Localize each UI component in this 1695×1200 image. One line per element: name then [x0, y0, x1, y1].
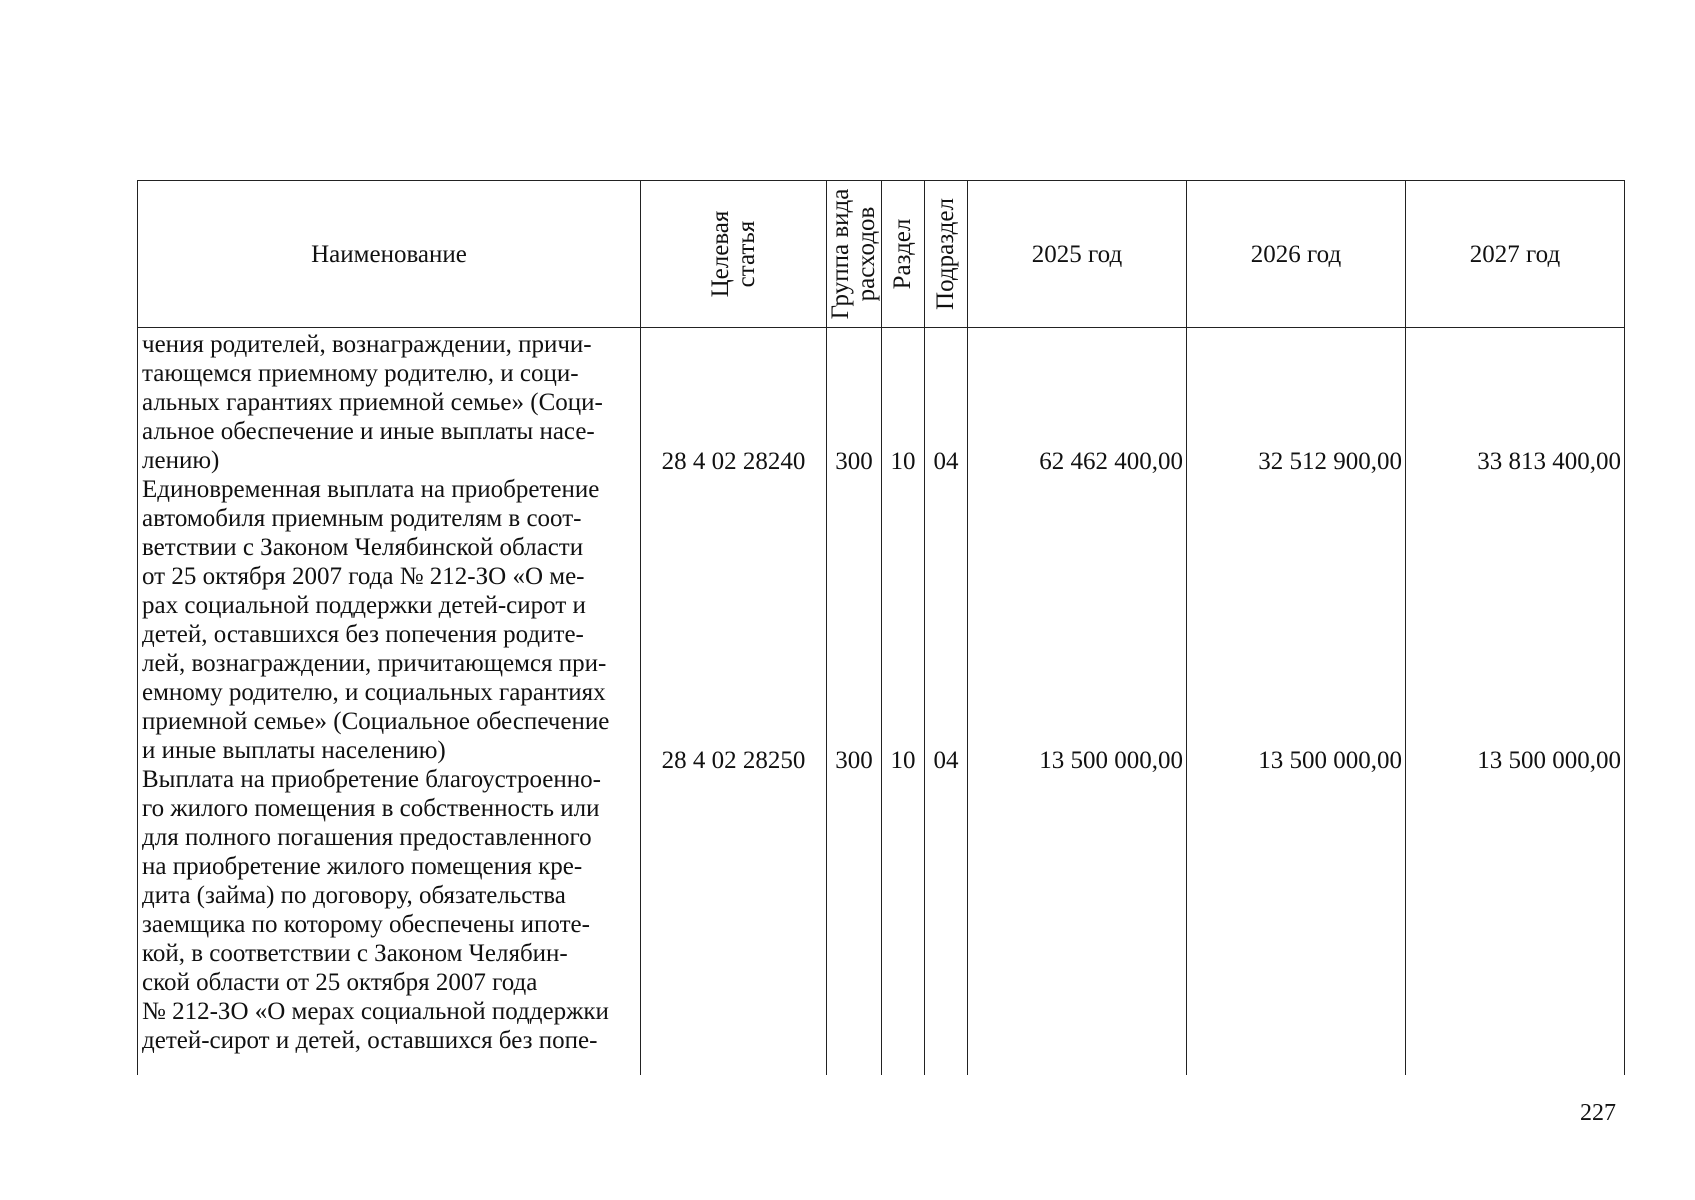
header-subsection: Подраздел — [925, 181, 968, 328]
header-name: Наименование — [138, 181, 641, 328]
row1-target: 28 4 02 28240 — [661, 448, 806, 475]
table-body-row — [138, 328, 1625, 1076]
row2-target: 28 4 02 28250 — [661, 747, 806, 774]
header-section: Раздел — [882, 181, 925, 328]
row2-group: 300 — [835, 747, 873, 774]
y2027-column — [1406, 328, 1625, 1076]
header-2026: 2026 год — [1187, 181, 1406, 328]
table-header-row — [138, 181, 1625, 328]
name-column — [138, 328, 641, 1076]
section-column — [882, 328, 925, 1076]
row1-y2027: 33 813 400,00 — [1477, 448, 1621, 475]
row2-name: Единовременная выплата на приобретение автомобиля приемным родителям в соот- ветствии с Законом Челябинской области от 25 октября 2007 года № 212-ЗО «О ме- рах социальной поддержки детей-сирот и детей, оставшихся без попечения родите- лей, вознаграждении, причитающемся при- емному родителю, и социальных гарантиях приемной семье» (Социальное обеспечение и иные выплаты населению) — [142, 476, 610, 764]
row1-y2026: 32 512 900,00 — [1258, 448, 1402, 475]
row1-name: чения родителей, вознаграждении, причи- тающемся приемному родителю, и соци- альных гарантиях приемной семье» (Соци- альное обеспечение и иные выплаты насе- лению) — [142, 331, 603, 474]
row2-y2027: 13 500 000,00 — [1477, 747, 1621, 774]
row1-group: 300 — [835, 448, 873, 475]
row2-y2026: 13 500 000,00 — [1258, 747, 1402, 774]
group-column — [827, 328, 882, 1076]
subsection-column — [925, 328, 968, 1076]
row2-y2025: 13 500 000,00 — [1039, 747, 1183, 774]
budget-table — [137, 180, 1625, 1075]
row2-section: 10 — [890, 747, 916, 774]
y2026-column — [1187, 328, 1406, 1076]
row1-y2025: 62 462 400,00 — [1039, 448, 1183, 475]
target-column — [641, 328, 827, 1076]
row2-subsection: 04 — [933, 747, 959, 774]
y2025-column — [968, 328, 1187, 1076]
header-2027: 2027 год — [1406, 181, 1625, 328]
row1-subsection: 04 — [933, 448, 959, 475]
row3-name: Выплата на приобретение благоустроенно- го жилого помещения в собственность или для полного погашения предоставленного на приобретение жилого помещения кре- дита (займа) по договору, обязательства заемщика по которому обеспечены ипоте- кой, в соответствии с Законом Челябин- ской области от 25 октября 2007 года № 212-ЗО «О мерах социальной поддержки детей-сирот и детей, оставшихся без попе- — [142, 766, 609, 1054]
header-target: Целевая статья — [641, 181, 827, 328]
row1-section: 10 — [890, 448, 916, 475]
page-number: 227 — [1580, 1100, 1616, 1126]
header-group: Группа вида расходов — [827, 181, 882, 328]
header-2025: 2025 год — [968, 181, 1187, 328]
